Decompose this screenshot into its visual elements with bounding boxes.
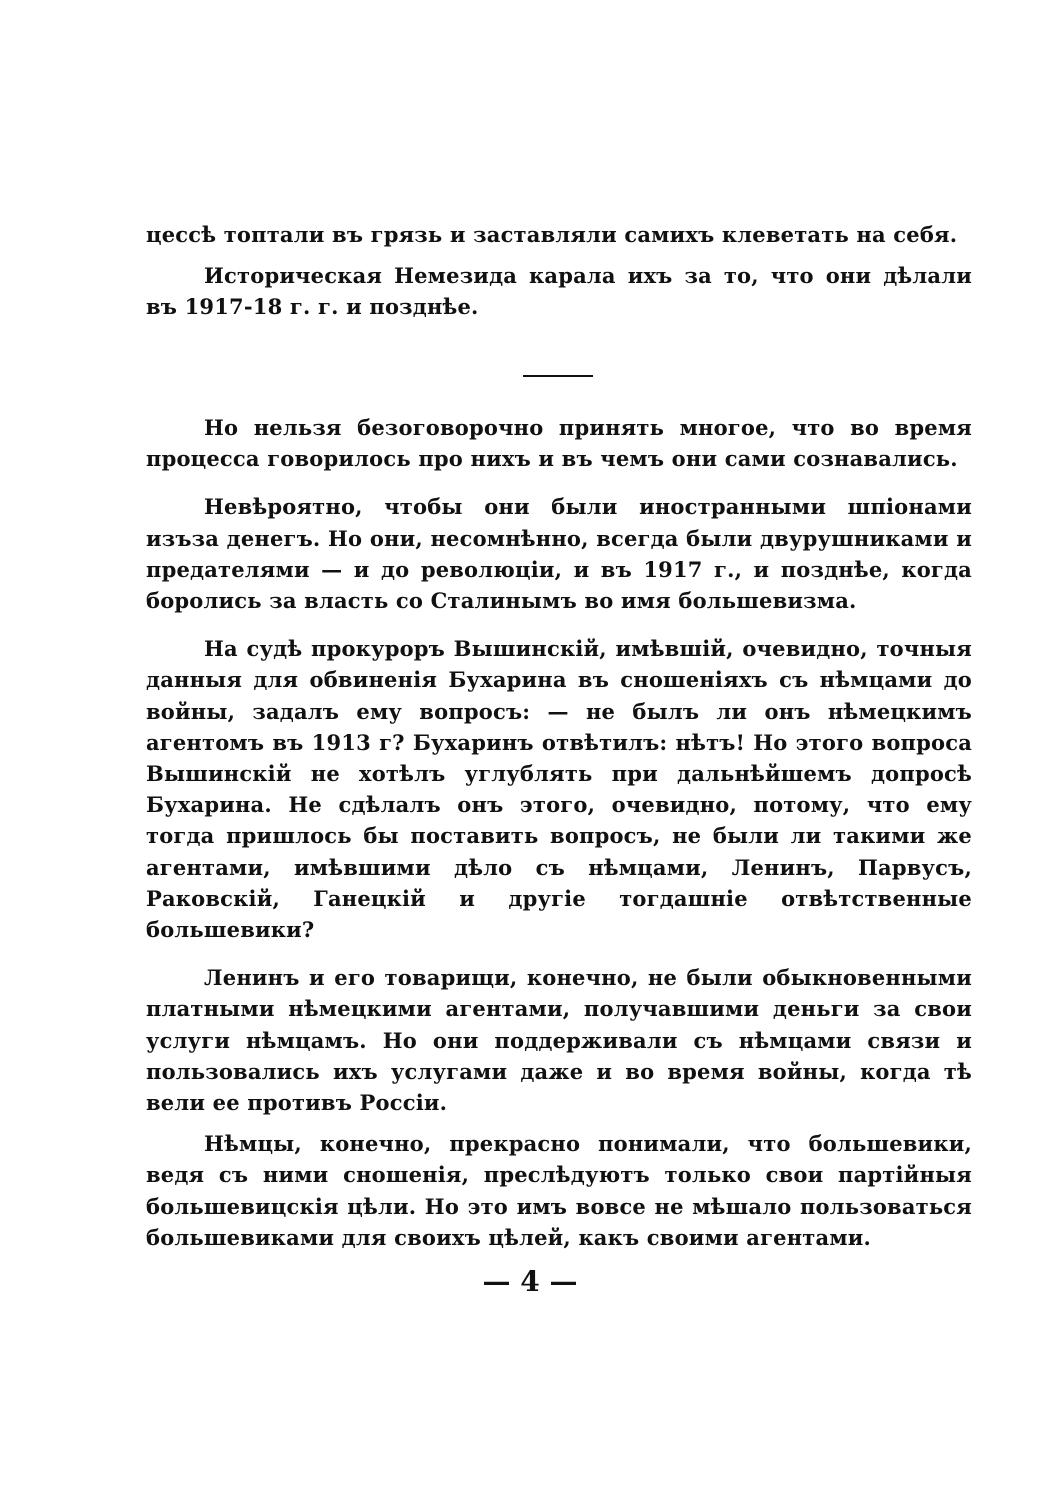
paragraph-nemesis: Историческая Немезида карала ихъ за то, что они дѣлали въ 1917-18 г. г. и позднѣе. — [146, 263, 972, 320]
paragraph-process: Но нельзя безоговорочно принять многое, что во время процесса говорилось про нихъ и въ чемъ они сами сознавались. — [146, 415, 972, 472]
page-number: — 4 — — [482, 1265, 578, 1298]
paragraph-lenin: Ленинъ и его товарищи, конечно, не были обыкновенными платными нѣмецкими агентами, получавшими деньги за свои услуги нѣмцамъ. Но они поддерживали съ нѣмцами связи и пользовались ихъ услугами даже и во время войны, когда тѣ вели ее противъ Россіи. — [146, 965, 972, 1116]
paragraph-continuation: цессѣ топтали въ грязь и заставляли самихъ клеветать на себя. — [146, 222, 958, 247]
paragraph-spies: Невѣроятно, чтобы они были иностранными шпіонами изъза денегъ. Но они, несомнѣнно, всегда были двурушниками и предателями — и до революціи, и въ 1917 г., и позднѣе, когда боролись за власть со Сталинымъ во имя большевизма. — [146, 494, 972, 614]
paragraph-germans: Нѣмцы, конечно, прекрасно понимали, что большевики, ведя съ ними сношенія, преслѣдуютъ только свои партійныя большевицскія цѣли. Но это имъ вовсе не мѣшало пользоваться большевиками для своихъ цѣлей, какъ своими агентами. — [146, 1131, 972, 1250]
paragraph-vyshinsky: На судѣ прокуроръ Вышинскій, имѣвшій, очевидно, точныя данныя для обвиненія Бухарина въ сношеніяхъ съ нѣмцами до войны, задалъ ему вопросъ: — не былъ ли онъ нѣмецкимъ агентомъ въ 1913 г? Бухаринъ отвѣтилъ: нѣтъ! Но этого вопроса Вышинскій не хотѣлъ углублять при дальнѣйшемъ допросѣ Бухарина. Не сдѣлалъ онъ этого, очевидно, потому, что ему тогда пришлось бы поставить вопросъ, не были ли такими же агентами, имѣвшими дѣло съ нѣмцами, Ленинъ, Парвусъ, Раковскій, Ганецкій и другіе тогдашніе отвѣтственные большевики? — [146, 636, 972, 943]
text-block-main — [146, 412, 972, 1253]
section-divider — [523, 375, 593, 377]
text-block-top — [146, 219, 972, 323]
